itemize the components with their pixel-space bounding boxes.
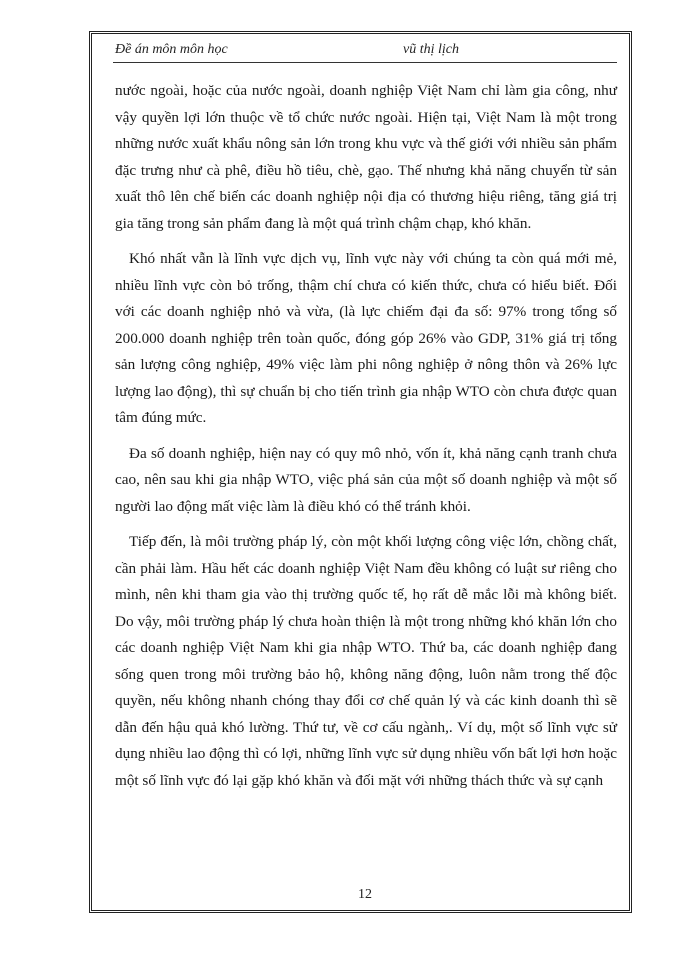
paragraph-2: Khó nhất vẫn là lĩnh vực dịch vụ, lĩnh vực này với chúng ta còn quá mới mẻ, nhiều lĩnh vực còn bỏ trống, thậm chí chưa có kiến thức, chưa có hiểu biết. Đối với các doanh nghiệp nhỏ và vừa, (là lực chiếm đại đa số: 97% trong tổng số 200.000 doanh nghiệp trên toàn quốc, đóng góp 26% vào GDP, 31% giá trị tổng sản lượng công nghiệp, 49% việc làm phi nông nghiệp ở nông thôn và 26% lực lượng lao động), thì sự chuẩn bị cho tiến trình gia nhập WTO còn chưa được quan tâm đúng mức. <box>115 250 617 426</box>
header-rule <box>113 62 617 63</box>
paragraph-4: Tiếp đến, là môi trường pháp lý, còn một khối lượng công việc lớn, chồng chất, cần phải làm. Hầu hết các doanh nghiệp Việt Nam đều không có luật sư riêng cho mình, nên khi tham gia vào thị trường quốc tế, họ rất dễ mắc lỗi mà không biết. Do vậy, môi trường pháp lý chưa hoàn thiện là một trong những khó khăn lớn cho các doanh nghiệp Việt Nam khi gia nhập WTO. Thứ ba, các doanh nghiệp đang sống quen trong môi trường bảo hộ, không năng động, luôn nằm trong thế độc quyền, nếu không nhanh chóng thay đổi cơ chế quản lý và các kinh doanh thì sẽ dẫn đến hậu quả khó lường. Thứ tư, về cơ cấu ngành,. Ví dụ, một số lĩnh vực sử dụng nhiều lao động thì có lợi, những lĩnh vực sử dụng nhiều vốn bất lợi hơn hoặc một số lĩnh vực đó lại gặp khó khăn và đối mặt với những thách thức và sự cạnh <box>115 533 617 789</box>
page-number: 12 <box>358 887 372 902</box>
page-header <box>115 38 615 60</box>
header-course-title: Đề án môn môn học <box>115 42 228 57</box>
paragraph-3: Đa số doanh nghiệp, hiện nay có quy mô nhỏ, vốn ít, khả năng cạnh tranh chưa cao, nên sau khi gia nhập WTO, việc phá sản của một số doanh nghiệp và một số người lao động mất việc làm là điều khó có thể tránh khỏi. <box>115 444 617 515</box>
paragraph-1: nước ngoài, hoặc của nước ngoài, doanh nghiệp Việt Nam chỉ làm gia công, như vậy quyền lợi lớn thuộc về tổ chức nước ngoài. Hiện tại, Việt Nam là một trong những nước xuất khẩu nông sản lớn trong khu vực và thế giới với nhiều sản phẩm đặc trưng như cà phê, điều hồ tiêu, chè, gạo. Thế nhưng khả năng chuyển từ sản xuất thô lên chế biến các doanh nghiệp nội địa có thương hiệu riêng, tăng giá trị gia tăng trong sản phẩm đang là một quá trình chậm chạp, khó khăn. <box>115 82 617 232</box>
document-body <box>115 78 617 803</box>
header-author: vũ thị lịch <box>403 42 459 57</box>
